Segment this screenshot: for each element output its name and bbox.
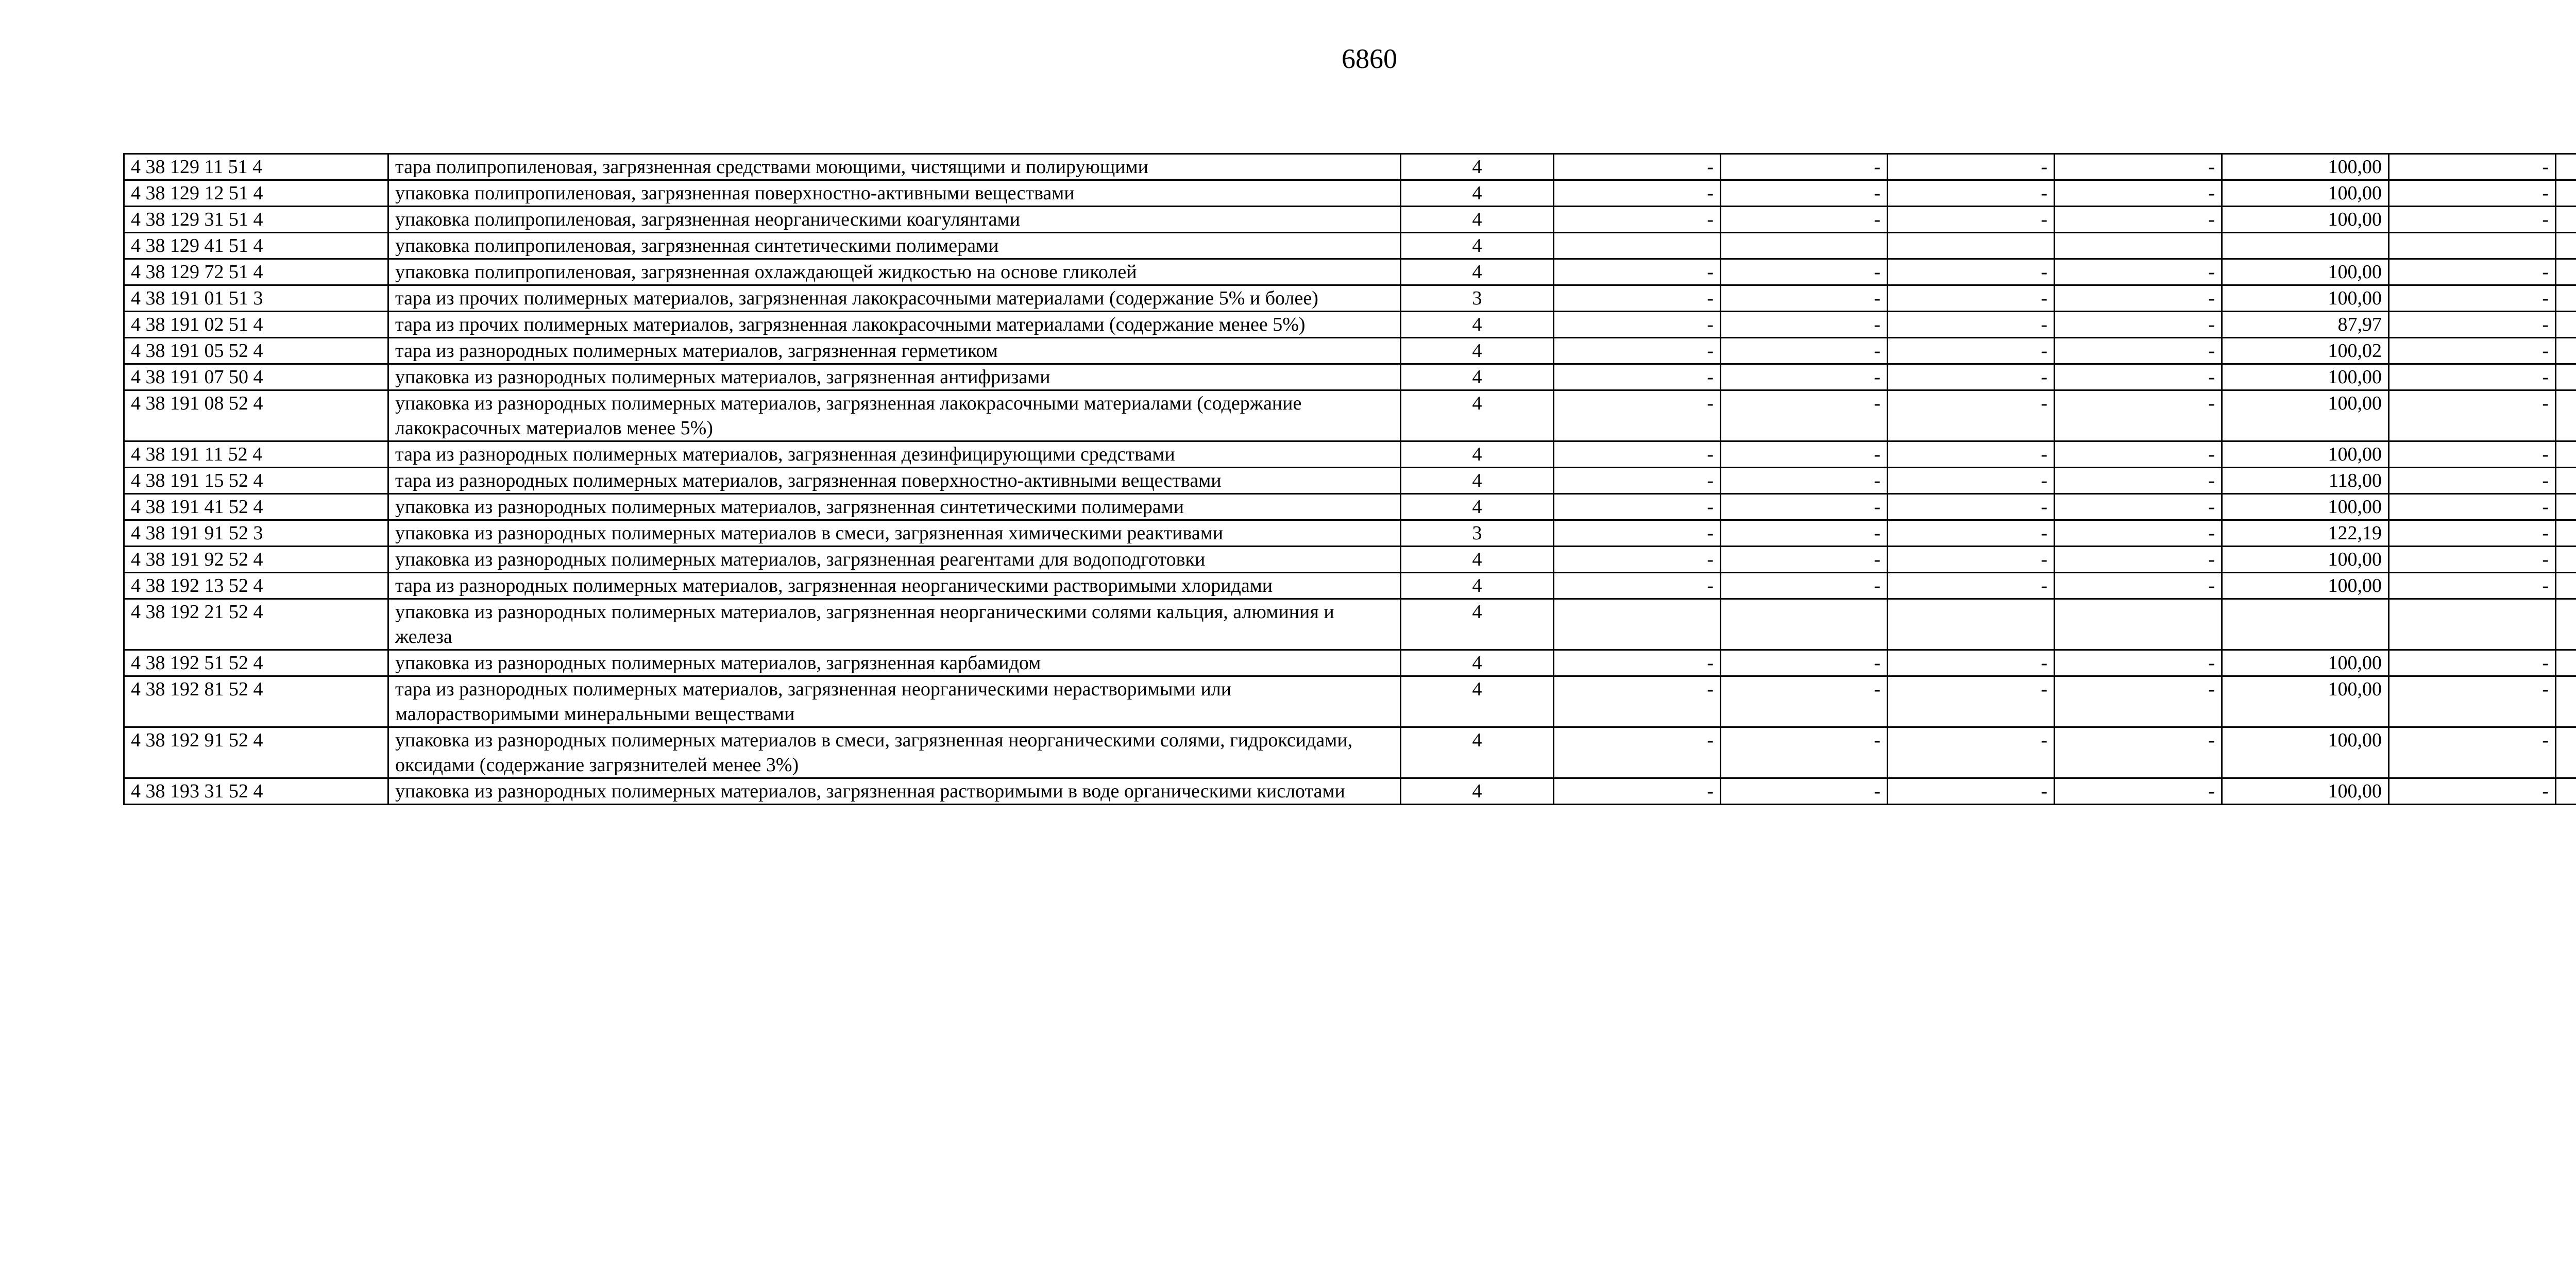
hazard-class-cell: 3 (1401, 285, 1554, 312)
value-cell-2: - (1721, 364, 1888, 390)
hazard-class-cell: 4 (1401, 207, 1554, 233)
value-cell-4: - (2055, 778, 2222, 805)
value-cell-3: - (1888, 468, 2055, 494)
waste-name-cell: упаковка полипропиленовая, загрязненная охлаждающей жидкостью на основе гликолей (388, 259, 1401, 285)
value-cell-1: - (1554, 390, 1721, 441)
value-cell-3 (1888, 233, 2055, 259)
value-cell-3: - (1888, 312, 2055, 338)
value-cell-3: - (1888, 338, 2055, 364)
value-cell-6: - (2389, 259, 2556, 285)
value-cell-3: - (1888, 676, 2055, 727)
hazard-class-cell: 4 (1401, 494, 1554, 520)
value-cell-4: - (2055, 468, 2222, 494)
value-cell-2: - (1721, 180, 1888, 207)
value-cell-5: 100,00 (2222, 650, 2389, 676)
table-row (124, 312, 2576, 338)
value-cell-2 (1721, 599, 1888, 650)
value-cell-3: - (1888, 390, 2055, 441)
value-cell-2: - (1721, 259, 1888, 285)
hazard-class-cell: 3 (1401, 520, 1554, 547)
waste-code-cell: 4 38 191 92 52 4 (124, 547, 388, 573)
waste-code-cell: 4 38 192 81 52 4 (124, 676, 388, 727)
value-cell-5: 122,19 (2222, 520, 2389, 547)
table-row (124, 573, 2576, 599)
value-cell-1: - (1554, 727, 1721, 778)
value-cell-7 (2556, 650, 2576, 676)
value-cell-5: 100,00 (2222, 494, 2389, 520)
waste-name-cell: тара из прочих полимерных материалов, загрязненная лакокрасочными материалами (содержание 5% и более) (388, 285, 1401, 312)
table-row (124, 259, 2576, 285)
value-cell-4: - (2055, 364, 2222, 390)
value-cell-4: - (2055, 285, 2222, 312)
value-cell-6: - (2389, 778, 2556, 805)
value-cell-7 (2556, 312, 2576, 338)
waste-name-cell: упаковка полипропиленовая, загрязненная синтетическими полимерами (388, 233, 1401, 259)
value-cell-2: - (1721, 650, 1888, 676)
value-cell-1: - (1554, 259, 1721, 285)
value-cell-2: - (1721, 312, 1888, 338)
waste-code-cell: 4 38 192 21 52 4 (124, 599, 388, 650)
value-cell-6: - (2389, 154, 2556, 180)
hazard-class-cell: 4 (1401, 468, 1554, 494)
table-row (124, 727, 2576, 778)
value-cell-1: - (1554, 573, 1721, 599)
table-row (124, 207, 2576, 233)
waste-code-cell: 4 38 191 91 52 3 (124, 520, 388, 547)
value-cell-5: 87,97 (2222, 312, 2389, 338)
value-cell-3: - (1888, 259, 2055, 285)
table-row (124, 520, 2576, 547)
value-cell-3: - (1888, 285, 2055, 312)
hazard-class-cell: 4 (1401, 338, 1554, 364)
waste-code-cell: 4 38 192 13 52 4 (124, 573, 388, 599)
value-cell-5: 100,00 (2222, 207, 2389, 233)
value-cell-4: - (2055, 312, 2222, 338)
value-cell-5 (2222, 233, 2389, 259)
value-cell-3: - (1888, 494, 2055, 520)
value-cell-1: - (1554, 338, 1721, 364)
value-cell-4: - (2055, 338, 2222, 364)
hazard-class-cell: 4 (1401, 180, 1554, 207)
value-cell-4: - (2055, 494, 2222, 520)
value-cell-5: 100,00 (2222, 285, 2389, 312)
value-cell-3: - (1888, 180, 2055, 207)
waste-code-cell: 4 38 191 02 51 4 (124, 312, 388, 338)
value-cell-5 (2222, 599, 2389, 650)
value-cell-4: - (2055, 259, 2222, 285)
value-cell-7 (2556, 494, 2576, 520)
value-cell-7 (2556, 468, 2576, 494)
hazard-class-cell: 4 (1401, 233, 1554, 259)
value-cell-2: - (1721, 676, 1888, 727)
value-cell-5: 100,00 (2222, 180, 2389, 207)
value-cell-2: - (1721, 468, 1888, 494)
value-cell-5: 118,00 (2222, 468, 2389, 494)
value-cell-7 (2556, 154, 2576, 180)
value-cell-1: - (1554, 778, 1721, 805)
value-cell-7 (2556, 778, 2576, 805)
waste-name-cell: тара из разнородных полимерных материалов, загрязненная герметиком (388, 338, 1401, 364)
value-cell-1: - (1554, 180, 1721, 207)
hazard-class-cell: 4 (1401, 573, 1554, 599)
waste-code-cell: 4 38 191 11 52 4 (124, 441, 388, 468)
value-cell-4: - (2055, 441, 2222, 468)
value-cell-6: - (2389, 494, 2556, 520)
waste-name-cell: упаковка из разнородных полимерных материалов, загрязненная лакокрасочными материалами (содержание лакокрасочных материалов менее 5%) (388, 390, 1401, 441)
value-cell-1: - (1554, 520, 1721, 547)
value-cell-4: - (2055, 650, 2222, 676)
value-cell-4: - (2055, 547, 2222, 573)
value-cell-1: - (1554, 547, 1721, 573)
table-row (124, 364, 2576, 390)
value-cell-3: - (1888, 727, 2055, 778)
value-cell-3: - (1888, 650, 2055, 676)
value-cell-2: - (1721, 494, 1888, 520)
value-cell-6: - (2389, 338, 2556, 364)
value-cell-5: 100,00 (2222, 547, 2389, 573)
value-cell-7 (2556, 547, 2576, 573)
value-cell-6: - (2389, 468, 2556, 494)
value-cell-5: 100,00 (2222, 727, 2389, 778)
waste-code-cell: 4 38 129 12 51 4 (124, 180, 388, 207)
table-row (124, 650, 2576, 676)
table-row (124, 676, 2576, 727)
waste-name-cell: тара из разнородных полимерных материалов, загрязненная неорганическими растворимыми хлоридами (388, 573, 1401, 599)
waste-code-cell: 4 38 129 11 51 4 (124, 154, 388, 180)
value-cell-3: - (1888, 547, 2055, 573)
waste-name-cell: упаковка из разнородных полимерных материалов, загрязненная неорганическими солями кальция, алюминия и железа (388, 599, 1401, 650)
value-cell-7 (2556, 676, 2576, 727)
waste-code-cell: 4 38 191 08 52 4 (124, 390, 388, 441)
value-cell-1: - (1554, 650, 1721, 676)
value-cell-3: - (1888, 778, 2055, 805)
waste-name-cell: тара полипропиленовая, загрязненная средствами моющими, чистящими и полирующими (388, 154, 1401, 180)
value-cell-5: 100,00 (2222, 573, 2389, 599)
value-cell-2: - (1721, 207, 1888, 233)
hazard-class-cell: 4 (1401, 778, 1554, 805)
value-cell-6: - (2389, 650, 2556, 676)
value-cell-4: - (2055, 180, 2222, 207)
hazard-class-cell: 4 (1401, 364, 1554, 390)
value-cell-5: 100,00 (2222, 778, 2389, 805)
value-cell-7 (2556, 573, 2576, 599)
table-row (124, 338, 2576, 364)
page-number: 6860 (1342, 43, 1397, 74)
waste-table (123, 153, 2576, 805)
table-row (124, 778, 2576, 805)
value-cell-3 (1888, 599, 2055, 650)
value-cell-6: - (2389, 573, 2556, 599)
value-cell-1: - (1554, 285, 1721, 312)
value-cell-3: - (1888, 207, 2055, 233)
value-cell-7 (2556, 207, 2576, 233)
value-cell-2: - (1721, 573, 1888, 599)
hazard-class-cell: 4 (1401, 312, 1554, 338)
value-cell-1: - (1554, 441, 1721, 468)
waste-code-cell: 4 38 191 41 52 4 (124, 494, 388, 520)
waste-name-cell: упаковка полипропиленовая, загрязненная неорганическими коагулянтами (388, 207, 1401, 233)
waste-name-cell: тара из прочих полимерных материалов, загрязненная лакокрасочными материалами (содержание менее 5%) (388, 312, 1401, 338)
table-row (124, 180, 2576, 207)
table-row (124, 154, 2576, 180)
table-body (124, 154, 2576, 805)
value-cell-7 (2556, 520, 2576, 547)
waste-code-cell: 4 38 192 91 52 4 (124, 727, 388, 778)
value-cell-2: - (1721, 338, 1888, 364)
value-cell-4: - (2055, 390, 2222, 441)
value-cell-2: - (1721, 520, 1888, 547)
value-cell-7 (2556, 338, 2576, 364)
value-cell-4 (2055, 233, 2222, 259)
table-row (124, 468, 2576, 494)
value-cell-2: - (1721, 154, 1888, 180)
value-cell-3: - (1888, 520, 2055, 547)
waste-code-cell: 4 38 191 01 51 3 (124, 285, 388, 312)
value-cell-6: - (2389, 676, 2556, 727)
value-cell-6: - (2389, 207, 2556, 233)
waste-name-cell: тара из разнородных полимерных материалов, загрязненная поверхностно-активными веществами (388, 468, 1401, 494)
value-cell-6: - (2389, 727, 2556, 778)
value-cell-1: - (1554, 494, 1721, 520)
value-cell-5: 100,00 (2222, 441, 2389, 468)
value-cell-6: - (2389, 520, 2556, 547)
value-cell-7 (2556, 180, 2576, 207)
table-row (124, 285, 2576, 312)
value-cell-1: - (1554, 468, 1721, 494)
value-cell-5: 100,00 (2222, 676, 2389, 727)
waste-code-cell: 4 38 191 05 52 4 (124, 338, 388, 364)
value-cell-7 (2556, 727, 2576, 778)
table-row (124, 233, 2576, 259)
hazard-class-cell: 4 (1401, 547, 1554, 573)
waste-code-cell: 4 38 193 31 52 4 (124, 778, 388, 805)
value-cell-1: - (1554, 207, 1721, 233)
value-cell-6: - (2389, 180, 2556, 207)
value-cell-6: - (2389, 285, 2556, 312)
waste-name-cell: упаковка из разнородных полимерных материалов, загрязненная антифризами (388, 364, 1401, 390)
table-row (124, 390, 2576, 441)
value-cell-2: - (1721, 390, 1888, 441)
hazard-class-cell: 4 (1401, 727, 1554, 778)
waste-name-cell: упаковка полипропиленовая, загрязненная поверхностно-активными веществами (388, 180, 1401, 207)
table-row (124, 599, 2576, 650)
waste-code-cell: 4 38 129 72 51 4 (124, 259, 388, 285)
table-row (124, 547, 2576, 573)
waste-name-cell: упаковка из разнородных полимерных материалов, загрязненная растворимыми в воде органическими кислотами (388, 778, 1401, 805)
table-row (124, 441, 2576, 468)
waste-code-cell: 4 38 129 41 51 4 (124, 233, 388, 259)
value-cell-6: - (2389, 364, 2556, 390)
value-cell-6: - (2389, 390, 2556, 441)
value-cell-5: 100,00 (2222, 390, 2389, 441)
value-cell-6: - (2389, 547, 2556, 573)
value-cell-4: - (2055, 154, 2222, 180)
value-cell-1: - (1554, 676, 1721, 727)
value-cell-1: - (1554, 312, 1721, 338)
value-cell-7 (2556, 390, 2576, 441)
table-row (124, 494, 2576, 520)
value-cell-3: - (1888, 154, 2055, 180)
waste-name-cell: тара из разнородных полимерных материалов, загрязненная неорганическими нерастворимыми или малорастворимыми минеральными веществами (388, 676, 1401, 727)
value-cell-5: 100,02 (2222, 338, 2389, 364)
value-cell-1 (1554, 599, 1721, 650)
waste-name-cell: упаковка из разнородных полимерных материалов, загрязненная реагентами для водоподготовки (388, 547, 1401, 573)
value-cell-2 (1721, 233, 1888, 259)
hazard-class-cell: 4 (1401, 650, 1554, 676)
value-cell-3: - (1888, 573, 2055, 599)
waste-name-cell: упаковка из разнородных полимерных материалов в смеси, загрязненная неорганическими солями, гидроксидами, оксидами (содержание загрязнителей менее 3%) (388, 727, 1401, 778)
value-cell-5: 100,00 (2222, 364, 2389, 390)
value-cell-7 (2556, 599, 2576, 650)
hazard-class-cell: 4 (1401, 154, 1554, 180)
waste-code-cell: 4 38 191 15 52 4 (124, 468, 388, 494)
value-cell-7 (2556, 441, 2576, 468)
value-cell-3: - (1888, 441, 2055, 468)
value-cell-6 (2389, 233, 2556, 259)
value-cell-4 (2055, 599, 2222, 650)
value-cell-2: - (1721, 441, 1888, 468)
waste-code-cell: 4 38 129 31 51 4 (124, 207, 388, 233)
value-cell-4: - (2055, 520, 2222, 547)
waste-name-cell: тара из разнородных полимерных материалов, загрязненная дезинфицирующими средствами (388, 441, 1401, 468)
value-cell-6: - (2389, 441, 2556, 468)
value-cell-5: 100,00 (2222, 154, 2389, 180)
value-cell-2: - (1721, 727, 1888, 778)
waste-code-cell: 4 38 191 07 50 4 (124, 364, 388, 390)
value-cell-6 (2389, 599, 2556, 650)
waste-code-cell: 4 38 192 51 52 4 (124, 650, 388, 676)
value-cell-2: - (1721, 547, 1888, 573)
value-cell-2: - (1721, 285, 1888, 312)
value-cell-1 (1554, 233, 1721, 259)
value-cell-7 (2556, 259, 2576, 285)
value-cell-2: - (1721, 778, 1888, 805)
value-cell-7 (2556, 364, 2576, 390)
value-cell-4: - (2055, 207, 2222, 233)
waste-name-cell: упаковка из разнородных полимерных материалов, загрязненная карбамидом (388, 650, 1401, 676)
hazard-class-cell: 4 (1401, 676, 1554, 727)
hazard-class-cell: 4 (1401, 441, 1554, 468)
hazard-class-cell: 4 (1401, 599, 1554, 650)
value-cell-1: - (1554, 364, 1721, 390)
hazard-class-cell: 4 (1401, 390, 1554, 441)
value-cell-7 (2556, 233, 2576, 259)
hazard-class-cell: 4 (1401, 259, 1554, 285)
value-cell-4: - (2055, 676, 2222, 727)
value-cell-4: - (2055, 727, 2222, 778)
value-cell-1: - (1554, 154, 1721, 180)
waste-name-cell: упаковка из разнородных полимерных материалов в смеси, загрязненная химическими реактивами (388, 520, 1401, 547)
value-cell-4: - (2055, 573, 2222, 599)
value-cell-3: - (1888, 364, 2055, 390)
value-cell-5: 100,00 (2222, 259, 2389, 285)
value-cell-6: - (2389, 312, 2556, 338)
value-cell-7 (2556, 285, 2576, 312)
waste-name-cell: упаковка из разнородных полимерных материалов, загрязненная синтетическими полимерами (388, 494, 1401, 520)
